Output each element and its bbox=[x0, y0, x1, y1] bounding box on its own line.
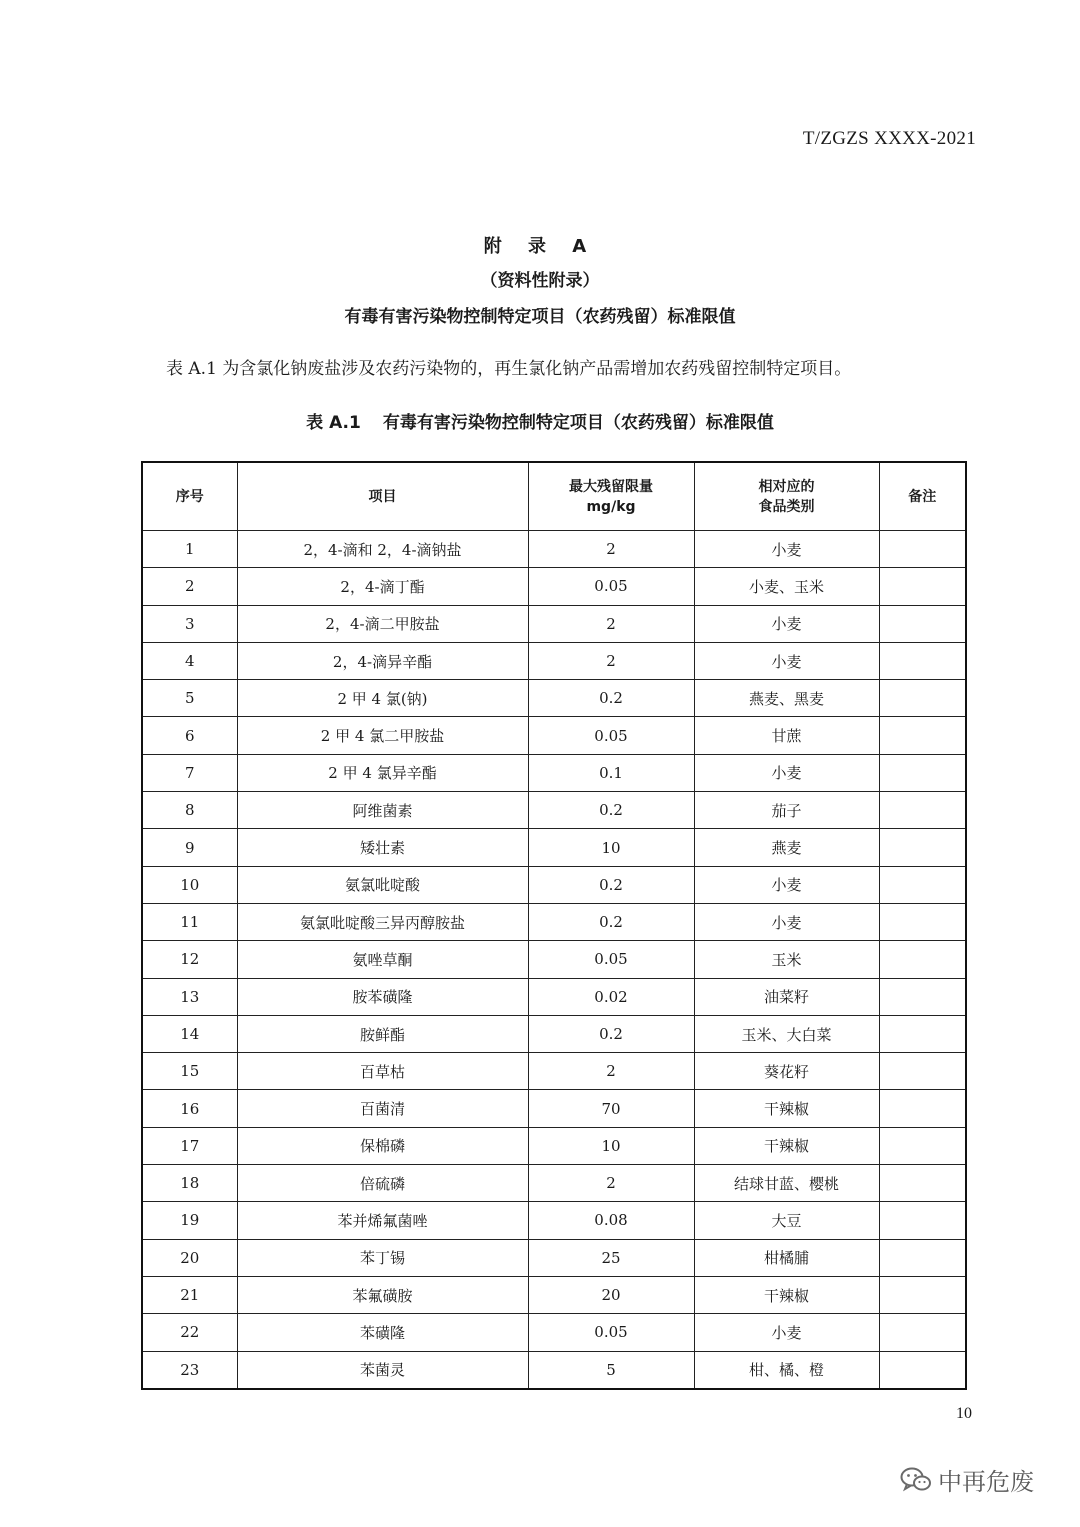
cell-item: 2 甲 4 氯二甲胺盐 bbox=[237, 717, 528, 754]
table-row bbox=[142, 1314, 966, 1351]
cell-no: 8 bbox=[142, 792, 237, 829]
cell-food: 柑橘脯 bbox=[694, 1239, 879, 1276]
cell-remark bbox=[879, 642, 966, 679]
table-row bbox=[142, 1127, 966, 1164]
page-number: 10 bbox=[956, 1405, 972, 1422]
cell-limit: 2 bbox=[528, 1053, 694, 1090]
cell-food: 玉米、大白菜 bbox=[694, 1015, 879, 1052]
table-caption-title: 有毒有害污染物控制特定项目（农药残留）标准限值 bbox=[382, 413, 774, 433]
cell-limit: 70 bbox=[528, 1090, 694, 1127]
cell-item: 2 甲 4 氯异辛酯 bbox=[237, 754, 528, 791]
cell-limit: 20 bbox=[528, 1276, 694, 1313]
cell-limit: 0.05 bbox=[528, 941, 694, 978]
table-row bbox=[142, 978, 966, 1015]
table-caption-number: 表 A.1 bbox=[306, 413, 361, 433]
cell-remark bbox=[879, 531, 966, 568]
table-row bbox=[142, 1053, 966, 1090]
table-row bbox=[142, 642, 966, 679]
cell-no: 12 bbox=[142, 941, 237, 978]
cell-item: 倍硫磷 bbox=[237, 1165, 528, 1202]
cell-food: 结球甘蓝、樱桃 bbox=[694, 1165, 879, 1202]
cell-limit: 0.1 bbox=[528, 754, 694, 791]
cell-no: 20 bbox=[142, 1239, 237, 1276]
cell-remark bbox=[879, 941, 966, 978]
cell-item: 2，4-滴丁酯 bbox=[237, 568, 528, 605]
cell-food: 大豆 bbox=[694, 1202, 879, 1239]
watermark-text: 中再危废 bbox=[938, 1468, 1034, 1496]
cell-remark bbox=[879, 754, 966, 791]
cell-remark bbox=[879, 1090, 966, 1127]
cell-remark bbox=[879, 1276, 966, 1313]
cell-food: 小麦、玉米 bbox=[694, 568, 879, 605]
cell-food: 茄子 bbox=[694, 792, 879, 829]
cell-no: 21 bbox=[142, 1276, 237, 1313]
cell-item: 苯丁锡 bbox=[237, 1239, 528, 1276]
document-code: T/ZGZS XXXX-2021 bbox=[802, 128, 976, 149]
residue-limit-table bbox=[141, 461, 967, 1390]
cell-limit: 0.2 bbox=[528, 866, 694, 903]
cell-limit: 25 bbox=[528, 1239, 694, 1276]
cell-food: 小麦 bbox=[694, 531, 879, 568]
cell-item: 苯菌灵 bbox=[237, 1351, 528, 1389]
table-row bbox=[142, 829, 966, 866]
cell-remark bbox=[879, 1239, 966, 1276]
cell-limit: 2 bbox=[528, 642, 694, 679]
appendix-subtitle: （资料性附录） bbox=[480, 271, 600, 291]
cell-food: 燕麦 bbox=[694, 829, 879, 866]
cell-limit: 0.05 bbox=[528, 1314, 694, 1351]
cell-item: 苯并烯氟菌唑 bbox=[237, 1202, 528, 1239]
cell-food: 小麦 bbox=[694, 605, 879, 642]
table-row bbox=[142, 1239, 966, 1276]
cell-no: 15 bbox=[142, 1053, 237, 1090]
cell-no: 11 bbox=[142, 903, 237, 940]
cell-remark bbox=[879, 1314, 966, 1351]
cell-limit: 2 bbox=[528, 605, 694, 642]
cell-remark bbox=[879, 1165, 966, 1202]
cell-remark bbox=[879, 829, 966, 866]
cell-remark bbox=[879, 1015, 966, 1052]
header-limit bbox=[528, 462, 694, 531]
cell-item: 2，4-滴二甲胺盐 bbox=[237, 605, 528, 642]
watermark bbox=[900, 1462, 1034, 1497]
cell-no: 10 bbox=[142, 866, 237, 903]
cell-limit: 0.2 bbox=[528, 1015, 694, 1052]
cell-item: 氨唑草酮 bbox=[237, 941, 528, 978]
cell-food: 葵花籽 bbox=[694, 1053, 879, 1090]
header-item: 项目 bbox=[237, 462, 528, 531]
cell-remark bbox=[879, 605, 966, 642]
cell-item: 2，4-滴异辛酯 bbox=[237, 642, 528, 679]
table-row bbox=[142, 717, 966, 754]
cell-limit: 5 bbox=[528, 1351, 694, 1389]
cell-food: 燕麦、黑麦 bbox=[694, 680, 879, 717]
table-row bbox=[142, 605, 966, 642]
cell-food: 小麦 bbox=[694, 754, 879, 791]
cell-no: 22 bbox=[142, 1314, 237, 1351]
cell-no: 5 bbox=[142, 680, 237, 717]
cell-limit: 10 bbox=[528, 1127, 694, 1164]
cell-limit: 0.2 bbox=[528, 792, 694, 829]
table-row bbox=[142, 792, 966, 829]
table-row bbox=[142, 568, 966, 605]
cell-food: 小麦 bbox=[694, 866, 879, 903]
cell-limit: 0.08 bbox=[528, 1202, 694, 1239]
cell-item: 百草枯 bbox=[237, 1053, 528, 1090]
table-row bbox=[142, 866, 966, 903]
table-caption bbox=[0, 408, 1080, 433]
cell-food: 干辣椒 bbox=[694, 1090, 879, 1127]
cell-remark bbox=[879, 1127, 966, 1164]
cell-limit: 2 bbox=[528, 531, 694, 568]
cell-no: 16 bbox=[142, 1090, 237, 1127]
cell-food: 小麦 bbox=[694, 903, 879, 940]
cell-no: 17 bbox=[142, 1127, 237, 1164]
cell-no: 6 bbox=[142, 717, 237, 754]
cell-limit: 10 bbox=[528, 829, 694, 866]
appendix-title: 附 录 A bbox=[483, 236, 597, 257]
cell-food: 玉米 bbox=[694, 941, 879, 978]
cell-no: 4 bbox=[142, 642, 237, 679]
cell-item: 苯氟磺胺 bbox=[237, 1276, 528, 1313]
table-row bbox=[142, 903, 966, 940]
cell-no: 13 bbox=[142, 978, 237, 1015]
cell-item: 胺苯磺隆 bbox=[237, 978, 528, 1015]
cell-item: 氨氯吡啶酸 bbox=[237, 866, 528, 903]
header-remark: 备注 bbox=[879, 462, 966, 531]
header-no: 序号 bbox=[142, 462, 237, 531]
cell-remark bbox=[879, 717, 966, 754]
header-limit-line1: 最大残留限量 bbox=[569, 478, 653, 495]
header-food-line2: 食品类别 bbox=[758, 498, 815, 515]
intro-paragraph: 表 A.1 为含氯化钠废盐涉及农药污染物的，再生氯化钠产品需增加农药残留控制特定项目。 bbox=[166, 359, 852, 379]
cell-item: 矮壮素 bbox=[237, 829, 528, 866]
cell-item: 氨氯吡啶酸三异丙醇胺盐 bbox=[237, 903, 528, 940]
table-header-row bbox=[142, 462, 966, 531]
cell-item: 阿维菌素 bbox=[237, 792, 528, 829]
cell-remark bbox=[879, 866, 966, 903]
table-row bbox=[142, 1202, 966, 1239]
table-row bbox=[142, 1351, 966, 1389]
cell-food: 干辣椒 bbox=[694, 1127, 879, 1164]
table-row bbox=[142, 1090, 966, 1127]
cell-food: 甘蔗 bbox=[694, 717, 879, 754]
cell-item: 百菌清 bbox=[237, 1090, 528, 1127]
cell-limit: 0.05 bbox=[528, 568, 694, 605]
cell-no: 9 bbox=[142, 829, 237, 866]
cell-remark bbox=[879, 568, 966, 605]
cell-item: 2 甲 4 氯(钠) bbox=[237, 680, 528, 717]
cell-no: 7 bbox=[142, 754, 237, 791]
cell-remark bbox=[879, 680, 966, 717]
cell-remark bbox=[879, 1053, 966, 1090]
cell-item: 保棉磷 bbox=[237, 1127, 528, 1164]
cell-remark bbox=[879, 1351, 966, 1389]
table-row bbox=[142, 1165, 966, 1202]
cell-food: 油菜籽 bbox=[694, 978, 879, 1015]
cell-remark bbox=[879, 978, 966, 1015]
cell-food: 干辣椒 bbox=[694, 1276, 879, 1313]
cell-remark bbox=[879, 792, 966, 829]
cell-limit: 0.02 bbox=[528, 978, 694, 1015]
table-row bbox=[142, 754, 966, 791]
cell-food: 柑、橘、橙 bbox=[694, 1351, 879, 1389]
cell-remark bbox=[879, 1202, 966, 1239]
table-row bbox=[142, 1276, 966, 1313]
appendix-heading: 有毒有害污染物控制特定项目（农药残留）标准限值 bbox=[344, 307, 736, 327]
cell-no: 14 bbox=[142, 1015, 237, 1052]
cell-food: 小麦 bbox=[694, 642, 879, 679]
table-row bbox=[142, 531, 966, 568]
cell-food: 小麦 bbox=[694, 1314, 879, 1351]
table-row bbox=[142, 941, 966, 978]
cell-no: 19 bbox=[142, 1202, 237, 1239]
cell-remark bbox=[879, 903, 966, 940]
header-limit-unit: mg/kg bbox=[586, 498, 636, 515]
cell-limit: 0.2 bbox=[528, 903, 694, 940]
cell-limit: 0.2 bbox=[528, 680, 694, 717]
table-row bbox=[142, 680, 966, 717]
cell-item: 2，4-滴和 2，4-滴钠盐 bbox=[237, 531, 528, 568]
cell-no: 23 bbox=[142, 1351, 237, 1389]
table-row bbox=[142, 1015, 966, 1052]
cell-item: 苯磺隆 bbox=[237, 1314, 528, 1351]
header-food bbox=[694, 462, 879, 531]
cell-no: 2 bbox=[142, 568, 237, 605]
cell-item: 胺鲜酯 bbox=[237, 1015, 528, 1052]
cell-no: 1 bbox=[142, 531, 237, 568]
wechat-icon bbox=[900, 1466, 932, 1494]
table-body bbox=[142, 531, 966, 1389]
cell-limit: 0.05 bbox=[528, 717, 694, 754]
cell-no: 3 bbox=[142, 605, 237, 642]
cell-no: 18 bbox=[142, 1165, 237, 1202]
cell-limit: 2 bbox=[528, 1165, 694, 1202]
header-food-line1: 相对应的 bbox=[758, 478, 815, 495]
